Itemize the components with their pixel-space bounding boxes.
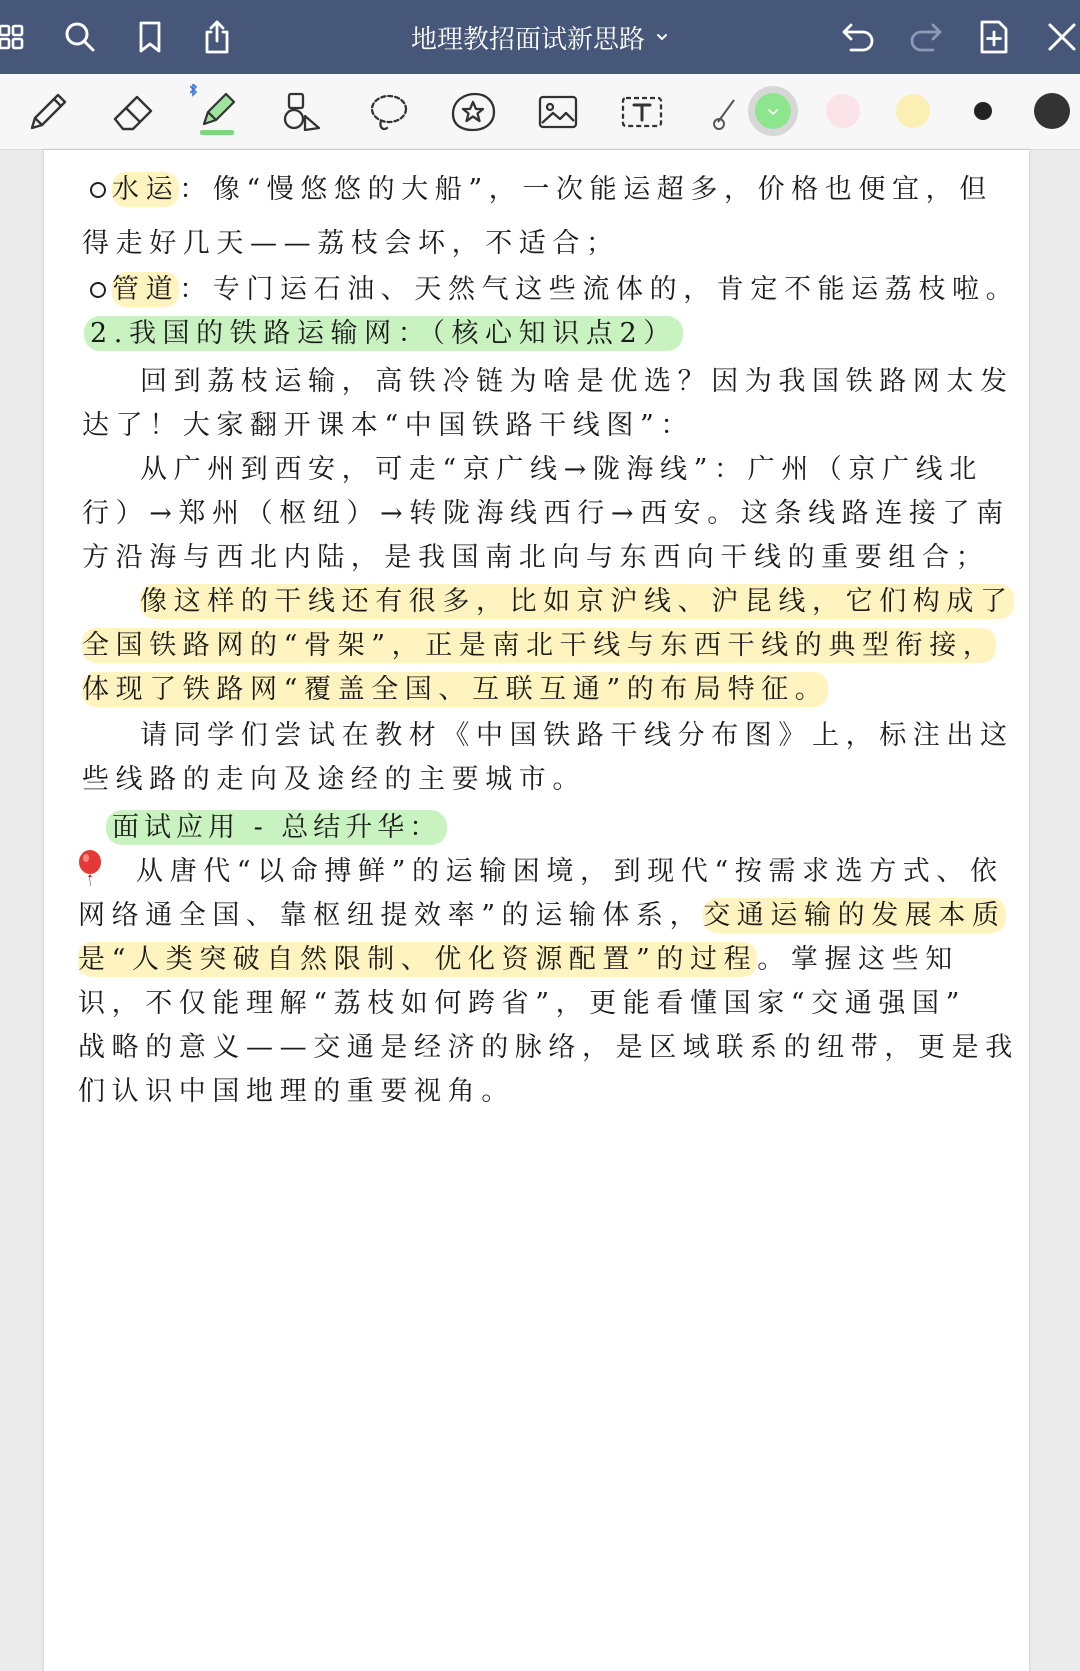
highlighted-text: 交通运输的发展本质 [703,900,1006,931]
grid-icon[interactable] [0,15,36,59]
plain-text: 。掌握这些知 [757,944,959,975]
bullet-circle [90,282,106,298]
undo-icon[interactable] [836,15,880,59]
drawing-toolbar [0,74,1080,150]
color-swatch-yellow[interactable] [896,94,930,128]
line-water-transport-cont: 得走好几天——荔枝会坏，不适合； [82,228,620,259]
lasso-icon[interactable] [361,84,417,140]
eraser-icon[interactable] [106,84,162,140]
chevron-down-icon [655,30,669,44]
paragraph-line [78,942,959,978]
plain-text: 网络通全国、靠枢纽提效率”的运输体系， [78,900,704,931]
stroke-size-large[interactable] [1034,93,1070,129]
pen-icon[interactable] [20,84,76,140]
top-navigation-bar [0,0,1080,74]
document-title-text: 地理教招面试新思路 [410,24,645,55]
paragraph-line: 战略的意义——交通是经济的脉络，是区域联系的纽带，更是我 [78,1032,1019,1063]
add-page-icon[interactable] [972,15,1016,59]
paragraph-line: 些线路的走向及途经的主要城市。 [82,764,586,795]
paragraph-line: 们认识中国地理的重要视角。 [78,1076,515,1107]
document-title[interactable] [395,18,685,56]
paragraph-line: 达了！大家翻开课本“中国铁路干线图”： [82,410,695,441]
line-water-transport [112,172,993,208]
paragraph-line [78,898,1006,934]
balloon-icon [76,850,104,890]
section-heading-railway [84,316,683,352]
notebook-page[interactable] [44,150,1029,1671]
paragraph-line: 从广州到西安，可走“京广线→陇海线”：广州（京广线北 [140,454,983,485]
paragraph-line: 方沿海与西北内陆，是我国南北向与东西向干线的重要组合； [82,542,990,573]
color-swatch-pink[interactable] [826,94,860,128]
paragraph-line: 从唐代“以命搏鲜”的运输困境，到现代“按需求选方式、依 [136,856,1004,887]
paragraph-line: 识，不仅能理解“荔枝如何跨省”，更能看懂国家“交通强国” [78,988,967,1019]
line-pipeline [112,272,1019,308]
paragraph-line: 请同学们尝试在教材《中国铁路干线分布图》上，标注出这 [140,720,1014,751]
paragraph-line-highlighted [82,628,996,664]
paragraph-line: 行）→郑州（枢纽）→转陇海线西行→西安。这条线路连接了南 [82,498,1010,529]
text-pipeline: ：专门运石油、天然气这些流体的，肯定不能运荔枝啦。 [179,274,1020,305]
paragraph-line-highlighted [82,672,828,708]
image-icon[interactable] [530,84,586,140]
checkmark-icon [767,107,779,117]
highlighter-icon[interactable] [190,84,246,140]
color-swatch-green-selected[interactable] [748,86,798,136]
highlighted-text: 像这样的干线还有很多，比如京沪线、沪昆线，它们构成了 [140,586,1014,617]
paragraph-line: 回到荔枝运输，高铁冷链为啥是优选？因为我国铁路网太发 [140,366,1014,397]
laser-pointer-icon[interactable] [695,84,751,140]
label-water-transport: 水运 [112,174,180,205]
close-icon[interactable] [1040,15,1080,59]
share-icon[interactable] [195,15,239,59]
heading-railway-text: 2.我国的铁路运输网：（核心知识点2） [84,316,683,351]
sticker-icon[interactable] [445,84,501,140]
highlighted-text: 是“人类突破自然限制、优化资源配置”的过程 [78,944,758,975]
paragraph-line-highlighted [140,584,1014,620]
search-icon[interactable] [58,15,102,59]
bullet-circle [90,182,106,198]
highlighted-text: 体现了铁路网“覆盖全国、互联互通”的布局特征。 [82,674,829,705]
label-pipeline: 管道 [112,274,180,305]
text-icon[interactable] [614,84,670,140]
highlighted-text: 全国铁路网的“骨架”，正是南北干线与东西干线的典型衔接， [82,630,997,661]
shapes-icon[interactable] [275,84,331,140]
redo-icon[interactable] [904,15,948,59]
interview-heading [106,810,447,846]
stroke-size-small[interactable] [974,102,992,120]
interview-heading-text: 面试应用 - 总结升华： [106,810,447,845]
text-water-transport: ：像“慢悠悠的大船”，一次能运超多，价格也便宜，但 [179,174,993,205]
bookmark-icon[interactable] [128,15,172,59]
